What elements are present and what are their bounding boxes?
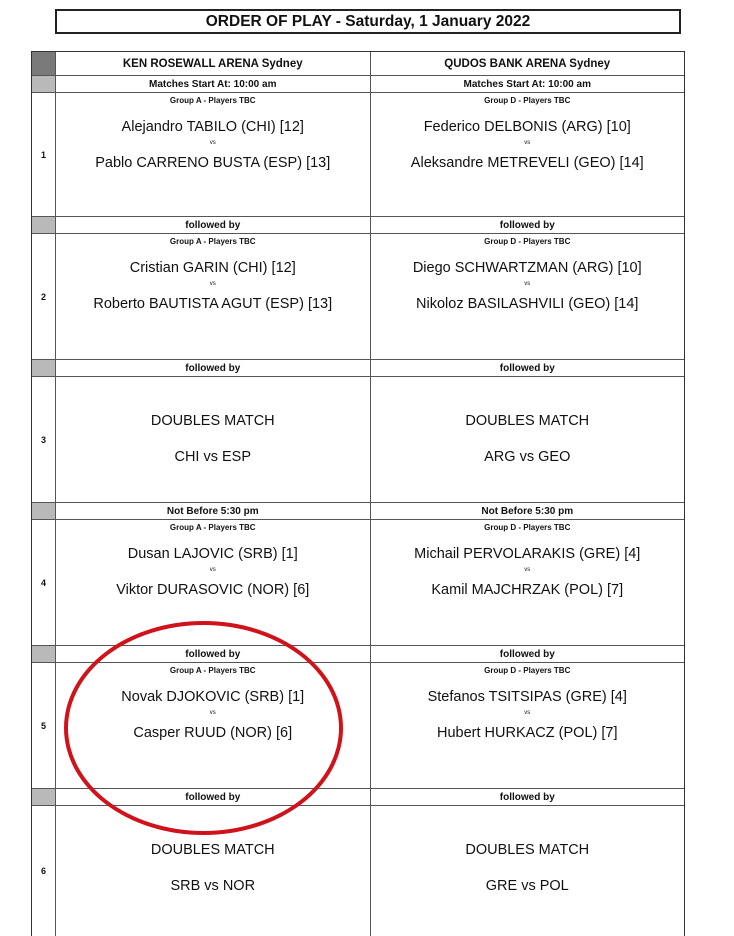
group-label: Group A - Players TBC: [169, 666, 256, 675]
separator-left: Matches Start At: 10:00 am: [56, 76, 371, 92]
separator-marker: [32, 789, 56, 805]
group-label: Group A - Players TBC: [169, 523, 256, 532]
separator-marker: [32, 360, 56, 376]
player-one: Novak DJOKOVIC (SRB) [1]: [121, 689, 305, 705]
player-two: Casper RUUD (NOR) [6]: [133, 725, 293, 741]
match-cell-left: [56, 663, 371, 788]
vs-label: vs: [209, 710, 216, 716]
doubles-teams: CHI vs ESP: [174, 449, 252, 465]
separator-right: Not Before 5:30 pm: [481, 505, 574, 517]
doubles-teams: SRB vs NOR: [170, 878, 256, 894]
match-cell-right: [371, 234, 685, 359]
vs-label: vs: [209, 567, 216, 573]
page-title: ORDER OF PLAY - Saturday, 1 January 2022: [55, 9, 681, 34]
match-cell-right: [371, 663, 685, 788]
order-of-play-table: [31, 51, 685, 936]
doubles-title: DOUBLES MATCH: [150, 413, 275, 429]
separator-right: followed by: [499, 648, 555, 660]
vs-label: vs: [209, 281, 216, 287]
match-cell-left: [56, 520, 371, 645]
vs-label: vs: [524, 710, 531, 716]
player-one: Dusan LAJOVIC (SRB) [1]: [127, 546, 298, 562]
match-row: [32, 806, 684, 936]
separator-marker: [32, 503, 56, 519]
match-row: [32, 377, 684, 503]
separator-left: Not Before 5:30 pm: [56, 503, 371, 519]
separator-left: followed by: [56, 789, 371, 805]
match-row: [32, 234, 684, 360]
match-cell-left: [56, 93, 371, 216]
separator-row: [32, 76, 684, 93]
player-two: Viktor DURASOVIC (NOR) [6]: [116, 582, 310, 598]
player-one: Michail PERVOLARAKIS (GRE) [4]: [414, 546, 641, 562]
doubles-teams: ARG vs GEO: [484, 449, 571, 465]
doubles-title: DOUBLES MATCH: [465, 413, 590, 429]
player-two: Roberto BAUTISTA AGUT (ESP) [13]: [93, 296, 333, 312]
player-one: Diego SCHWARTZMAN (ARG) [10]: [412, 260, 642, 276]
vs-label: vs: [524, 140, 531, 146]
separator-right: followed by: [499, 362, 555, 374]
player-one: Federico DELBONIS (ARG) [10]: [423, 119, 631, 135]
court-header-row: [32, 52, 684, 76]
group-label: Group D - Players TBC: [484, 523, 571, 532]
court-header-right: QUDOS BANK ARENA Sydney: [444, 57, 611, 70]
separator-left: followed by: [56, 646, 371, 662]
player-two: Kamil MAJCHRZAK (POL) [7]: [431, 582, 624, 598]
doubles-cell-right: [371, 377, 685, 502]
separator-left: followed by: [56, 217, 371, 233]
match-number: 2: [32, 234, 56, 359]
vs-label: vs: [524, 567, 531, 573]
match-number: 1: [32, 93, 56, 216]
player-two: Nikoloz BASILASHVILI (GEO) [14]: [416, 296, 639, 312]
doubles-cell-right: [371, 806, 685, 936]
doubles-cell-left: [56, 806, 371, 936]
player-one: Alejandro TABILO (CHI) [12]: [121, 119, 304, 135]
player-two: Aleksandre METREVELI (GEO) [14]: [410, 155, 644, 171]
separator-marker: [32, 646, 56, 662]
corner-cell: [32, 52, 56, 75]
court-header-left: KEN ROSEWALL ARENA Sydney: [56, 52, 371, 75]
vs-label: vs: [524, 281, 531, 287]
group-label: Group D - Players TBC: [484, 666, 571, 675]
doubles-title: DOUBLES MATCH: [150, 842, 275, 858]
separator-right: followed by: [499, 219, 555, 231]
vs-label: vs: [209, 140, 216, 146]
separator-row: [32, 503, 684, 520]
match-number: 3: [32, 377, 56, 502]
match-cell-left: [56, 234, 371, 359]
group-label: Group D - Players TBC: [484, 96, 571, 105]
group-label: Group D - Players TBC: [484, 237, 571, 246]
match-number: 4: [32, 520, 56, 645]
player-one: Cristian GARIN (CHI) [12]: [129, 260, 296, 276]
separator-right: followed by: [499, 791, 555, 803]
group-label: Group A - Players TBC: [169, 96, 256, 105]
separator-row: [32, 360, 684, 377]
doubles-cell-left: [56, 377, 371, 502]
player-two: Pablo CARRENO BUSTA (ESP) [13]: [95, 155, 331, 171]
player-one: Stefanos TSITSIPAS (GRE) [4]: [427, 689, 627, 705]
separator-left: followed by: [56, 360, 371, 376]
separator-right: Matches Start At: 10:00 am: [463, 78, 591, 90]
match-cell-right: [371, 93, 685, 216]
match-row: [32, 663, 684, 789]
separator-marker: [32, 217, 56, 233]
doubles-title: DOUBLES MATCH: [465, 842, 590, 858]
match-number: 5: [32, 663, 56, 788]
separator-row: [32, 217, 684, 234]
match-number: 6: [32, 806, 56, 936]
player-two: Hubert HURKACZ (POL) [7]: [437, 725, 618, 741]
match-cell-right: [371, 520, 685, 645]
separator-row: [32, 646, 684, 663]
match-row: [32, 93, 684, 217]
group-label: Group A - Players TBC: [169, 237, 256, 246]
doubles-teams: GRE vs POL: [485, 878, 569, 894]
separator-row: [32, 789, 684, 806]
match-row: [32, 520, 684, 646]
separator-marker: [32, 76, 56, 92]
